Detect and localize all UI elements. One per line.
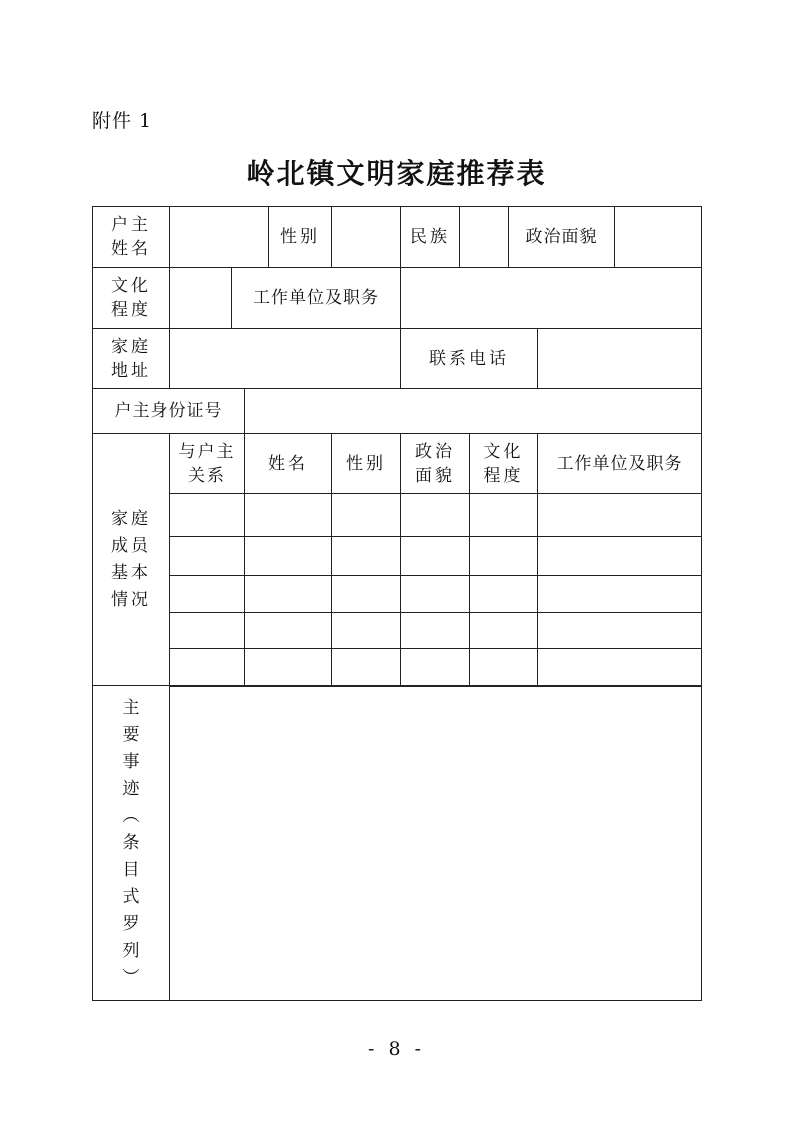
member-work-header: 工作单位及职务 (537, 433, 702, 494)
member-row-1-cell-3[interactable] (331, 493, 401, 537)
member-row-3-cell-6[interactable] (537, 575, 702, 613)
householder-name-label: 户主 姓名 (92, 206, 170, 268)
phone-label: 联系电话 (400, 328, 538, 389)
member-political-header: 政治 面貌 (400, 433, 470, 494)
member-row-1-cell-2[interactable] (244, 493, 332, 537)
address-label: 家庭 地址 (92, 328, 170, 389)
householder-name-field[interactable] (169, 206, 269, 268)
political-status-field[interactable] (614, 206, 702, 268)
member-row-5-cell-6[interactable] (537, 648, 702, 687)
ethnicity-label: 民族 (400, 206, 460, 268)
page-number: - 8 - (367, 1038, 425, 1060)
member-gender-header: 性别 (331, 433, 401, 494)
ethnicity-field[interactable] (459, 206, 509, 268)
education-field[interactable] (169, 267, 232, 329)
member-row-5-cell-3[interactable] (331, 648, 401, 687)
member-row-3-cell-5[interactable] (469, 575, 538, 613)
id-number-label: 户主身份证号 (92, 388, 245, 434)
family-members-label: 家庭 成员 基本 情况 (92, 433, 170, 686)
member-row-4-cell-4[interactable] (400, 612, 470, 649)
phone-field[interactable] (537, 328, 702, 389)
member-row-3-cell-3[interactable] (331, 575, 401, 613)
attachment-label: 附件 1 (92, 110, 153, 132)
relation-header: 与户主 关系 (169, 433, 245, 494)
member-name-header: 姓名 (244, 433, 332, 494)
education-label: 文化 程度 (92, 267, 170, 329)
member-row-2-cell-2[interactable] (244, 536, 332, 576)
member-row-4-cell-5[interactable] (469, 612, 538, 649)
main-deeds-field[interactable] (169, 685, 702, 1001)
id-number-field[interactable] (244, 388, 702, 434)
member-row-1-cell-6[interactable] (537, 493, 702, 537)
member-row-3-cell-4[interactable] (400, 575, 470, 613)
member-row-4-cell-1[interactable] (169, 612, 245, 649)
member-row-2-cell-6[interactable] (537, 536, 702, 576)
member-row-4-cell-2[interactable] (244, 612, 332, 649)
address-field[interactable] (169, 328, 401, 389)
member-row-3-cell-2[interactable] (244, 575, 332, 613)
political-status-label: 政治面貌 (508, 206, 615, 268)
gender-field[interactable] (331, 206, 401, 268)
gender-label: 性别 (268, 206, 332, 268)
workplace-field[interactable] (400, 267, 702, 329)
member-row-3-cell-1[interactable] (169, 575, 245, 613)
member-row-5-cell-1[interactable] (169, 648, 245, 687)
member-row-2-cell-5[interactable] (469, 536, 538, 576)
member-row-2-cell-3[interactable] (331, 536, 401, 576)
member-education-header: 文化 程度 (469, 433, 538, 494)
member-row-1-cell-1[interactable] (169, 493, 245, 537)
member-row-5-cell-2[interactable] (244, 648, 332, 687)
member-row-2-cell-1[interactable] (169, 536, 245, 576)
member-row-4-cell-6[interactable] (537, 612, 702, 649)
member-row-1-cell-5[interactable] (469, 493, 538, 537)
member-row-5-cell-4[interactable] (400, 648, 470, 687)
member-row-4-cell-3[interactable] (331, 612, 401, 649)
member-row-1-cell-4[interactable] (400, 493, 470, 537)
member-row-5-cell-5[interactable] (469, 648, 538, 687)
member-row-2-cell-4[interactable] (400, 536, 470, 576)
page-title: 岭北镇文明家庭推荐表 (246, 157, 547, 190)
main-deeds-label: 主 要 事 迹 ︵ 条 目 式 罗 列 ︶ (92, 685, 170, 1001)
workplace-label: 工作单位及职务 (231, 267, 401, 329)
